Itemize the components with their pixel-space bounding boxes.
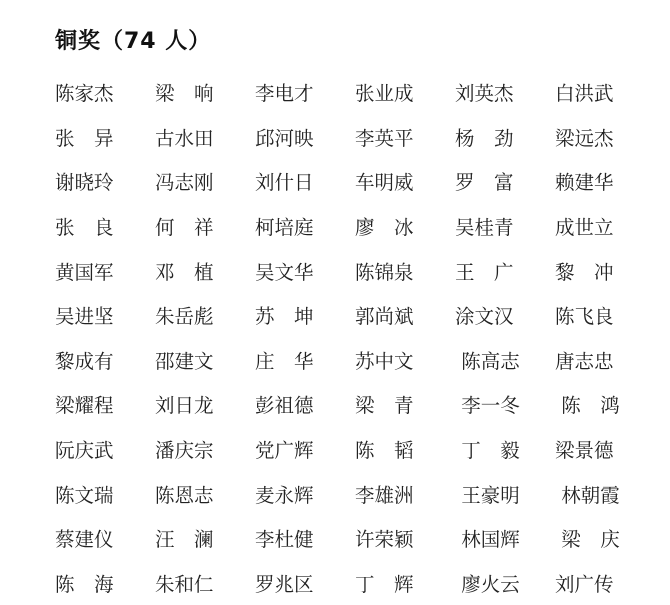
name-row: [55, 338, 655, 383]
awardee-name: 白洪武: [555, 82, 614, 106]
awardee-name: 陈锦泉: [355, 260, 414, 284]
awardee-name: 朱岳彪: [155, 305, 214, 329]
awardee-name: 吴进坚: [55, 305, 114, 329]
awardee-name: 黎成有: [55, 349, 114, 373]
awardee-name: 张 异: [55, 126, 114, 150]
awardee-name: 黄国军: [55, 260, 114, 284]
name-row: [55, 471, 655, 516]
name-row: [55, 204, 655, 249]
awardee-name: 陈 韬: [355, 439, 414, 463]
awardee-name: 李电才: [255, 82, 314, 106]
awardee-name: 陈 鸿: [555, 394, 620, 418]
awardee-name: 谢晓玲: [55, 171, 114, 195]
awardee-name: 冯志刚: [155, 171, 214, 195]
awardee-name: 阮庆武: [55, 439, 114, 463]
awardee-name: 成世立: [555, 216, 614, 240]
awardee-name: 陈 海: [55, 572, 114, 596]
name-row: [55, 293, 655, 338]
awardee-name: 陈文瑞: [55, 483, 114, 507]
awardee-name: 车明威: [355, 171, 414, 195]
awardee-name: 张业成: [355, 82, 414, 106]
awardee-name: 吴桂青: [455, 216, 514, 240]
name-row: [55, 115, 655, 160]
awardee-name: 杨 劲: [455, 126, 514, 150]
awardee-name: 刘什日: [255, 171, 314, 195]
awardee-name: 朱和仁: [155, 572, 214, 596]
name-row: [55, 159, 655, 204]
awardee-name: 梁 青: [355, 394, 414, 418]
awardee-name: 许荣颖: [355, 528, 414, 552]
awardee-name: 林朝霞: [555, 483, 620, 507]
awardee-name: 唐志忠: [555, 349, 614, 373]
awardee-name: 陈恩志: [155, 483, 214, 507]
awardee-name: 苏 坤: [255, 305, 314, 329]
awardee-name: 党广辉: [255, 439, 314, 463]
awardee-name: 刘日龙: [155, 394, 214, 418]
awardee-name: 古水田: [155, 126, 214, 150]
awardee-name: 赖建华: [555, 171, 614, 195]
awardee-name: 麦永辉: [255, 483, 314, 507]
awardee-name: 梁 响: [155, 82, 214, 106]
name-row: [55, 248, 655, 293]
awardee-name: 邱河映: [255, 126, 314, 150]
awardee-name: 邵建文: [155, 349, 214, 373]
awardee-name: 丁 毅: [455, 439, 520, 463]
awardee-name: 蔡建仪: [55, 528, 114, 552]
name-row: [55, 382, 655, 427]
awardee-name: 罗兆区: [255, 572, 314, 596]
awardee-name: 陈飞良: [555, 305, 614, 329]
awardee-name: 陈高志: [455, 349, 520, 373]
awardee-name: 黎 冲: [555, 260, 614, 284]
awardee-name: 梁 庆: [555, 528, 620, 552]
awardee-name: 郭尚斌: [355, 305, 414, 329]
awardee-name: 柯培庭: [255, 216, 314, 240]
awardee-name: 丁 辉: [355, 572, 414, 596]
awardee-name: 梁耀程: [55, 394, 114, 418]
awardee-name: 吴文华: [255, 260, 314, 284]
awardee-name: 邓 植: [155, 260, 214, 284]
awardee-name: 李杜健: [255, 528, 314, 552]
section-title: 铜奖（74 人）: [55, 29, 212, 54]
awardee-name: 涂文汉: [455, 305, 514, 329]
awardee-name: 王豪明: [455, 483, 520, 507]
awardee-name: 苏中文: [355, 349, 414, 373]
awardee-name: 刘英杰: [455, 82, 514, 106]
name-row: [55, 561, 655, 605]
awardee-name: 李一冬: [455, 394, 520, 418]
awardee-name: 李雄洲: [355, 483, 414, 507]
awardee-name: 廖火云: [455, 572, 520, 596]
awardee-name: 庄 华: [255, 349, 314, 373]
awardee-name: 梁景德: [555, 439, 614, 463]
awardee-name: 汪 澜: [155, 528, 214, 552]
awardee-name: 潘庆宗: [155, 439, 214, 463]
awardee-name: 林国辉: [455, 528, 520, 552]
awardee-name: 何 祥: [155, 216, 214, 240]
awardee-name: 梁远杰: [555, 126, 614, 150]
awardee-name: 廖 冰: [355, 216, 414, 240]
awardee-name: 陈家杰: [55, 82, 114, 106]
name-row: [55, 427, 655, 472]
awardee-name: 张 良: [55, 216, 114, 240]
awardee-name: 刘广传: [555, 572, 614, 596]
name-row: [55, 516, 655, 561]
awardee-name: 罗 富: [455, 171, 514, 195]
awardee-name: 李英平: [355, 126, 414, 150]
name-row: [55, 70, 655, 115]
awardee-name: 王 广: [455, 260, 514, 284]
awardee-name: 彭祖德: [255, 394, 314, 418]
name-grid: [55, 70, 655, 605]
